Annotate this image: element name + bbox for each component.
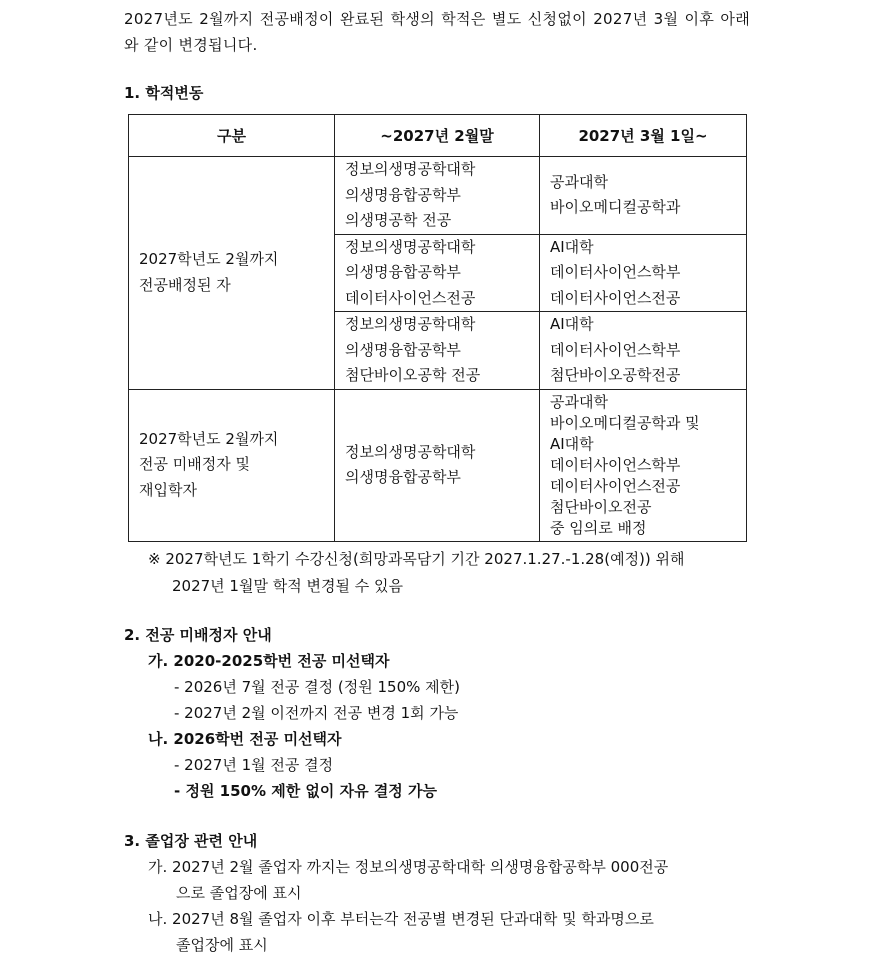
cell-text: 중 임의로 배정 (550, 518, 647, 537)
before-cell (335, 389, 540, 541)
group2-label-cell (129, 389, 335, 541)
cell-text: 첨단바이오전공 (550, 497, 652, 516)
cell-text: 정보의생명공학대학 (345, 160, 476, 178)
cell-text: 의생명융합공학부 (345, 185, 461, 204)
cell-text: 첨단바이오공학전공 (550, 366, 681, 384)
note-line: 2027년 1월말 학적 변경될 수 있음 (172, 577, 403, 595)
list-item: - 2027년 2월 이전까지 전공 변경 1회 가능 (174, 704, 459, 722)
list-item: 나. 2027년 8월 졸업자 이후 부터는각 전공별 변경된 단과대학 및 학과명으로 (148, 910, 654, 928)
cell-text: 데이터사이언스전공 (550, 288, 681, 307)
before-cell (335, 312, 540, 390)
cell-text: 정보의생명공학대학 (345, 237, 476, 256)
cell-text: 데이터사이언스학부 (550, 455, 681, 474)
section2-title: 2. 전공 미배정자 안내 (124, 626, 272, 644)
cell-text: AI대학 (550, 434, 594, 453)
cell-text: 첨단바이오공학 전공 (345, 366, 481, 384)
cell-text: 바이오메디컬공학과 및 (550, 413, 700, 432)
table-header: 2027년 3월 1일~ (540, 115, 747, 157)
cell-text: 의생명공학 전공 (345, 211, 452, 229)
note-line: ※ 2027학년도 1학기 수강신청(희망과목담기 기간 2027.1.27.-1.28(예정)) 위해 (148, 550, 685, 568)
cell-text: 의생명융합공학부 (345, 263, 461, 281)
section3-title: 3. 졸업장 관련 안내 (124, 832, 258, 850)
cell-text: AI대학 (550, 237, 594, 256)
cell-text: 데이터사이언스전공 (550, 476, 681, 495)
after-cell (540, 157, 747, 235)
cell-text: 전공배정된 자 (139, 275, 231, 294)
list-item-continued: 졸업장에 표시 (176, 936, 268, 954)
cell-text: 데이터사이언스학부 (550, 340, 681, 359)
cell-text: 정보의생명공학대학 (345, 442, 476, 461)
after-cell (540, 389, 747, 541)
subsection-title: 가. 2020-2025학번 전공 미선택자 (148, 652, 390, 670)
before-cell (335, 157, 540, 235)
cell-text: 2027학년도 2월까지 (139, 429, 279, 448)
list-item: - 2027년 1월 전공 결정 (174, 756, 334, 774)
cell-text: AI대학 (550, 315, 594, 333)
cell-text: 데이터사이언스학부 (550, 263, 681, 281)
after-cell (540, 234, 747, 312)
cell-text: 2027학년도 2월까지 (139, 250, 279, 269)
table-header: 구분 (129, 115, 335, 157)
cell-text: 의생명융합공학부 (345, 340, 461, 359)
cell-text: 공과대학 (550, 172, 608, 191)
cell-text: 데이터사이언스전공 (345, 288, 476, 307)
table-note (148, 546, 748, 600)
group1-label-cell (129, 157, 335, 390)
table-header-row (129, 115, 747, 157)
table-row (129, 389, 747, 541)
before-cell (335, 234, 540, 312)
list-item: - 정원 150% 제한 없이 자유 결정 가능 (174, 782, 438, 800)
cell-text: 바이오메디컬공학과 (550, 198, 681, 217)
list-item: - 2026년 7월 전공 결정 (정원 150% 제한) (174, 678, 460, 696)
cell-text: 공과대학 (550, 392, 608, 411)
table-row (129, 157, 747, 235)
cell-text: 정보의생명공학대학 (345, 315, 476, 333)
cell-text: 재입학자 (139, 480, 197, 499)
intro-paragraph: 2027년도 2월까지 전공배정이 완료된 학생의 학적은 별도 신청없이 2027년 3월 이후 아래와 같이 변경됩니다. (124, 10, 750, 54)
subsection-title: 나. 2026학번 전공 미선택자 (148, 730, 342, 748)
section1-title: 1. 학적변동 (124, 84, 204, 102)
list-item: 가. 2027년 2월 졸업자 까지는 정보의생명공학대학 의생명융합공학부 000전공 (148, 858, 669, 876)
after-cell (540, 312, 747, 390)
cell-text: 전공 미배정자 및 (139, 455, 250, 474)
table-header: ~2027년 2월말 (335, 115, 540, 157)
cell-text: 의생명융합공학부 (345, 468, 461, 486)
major-change-table (128, 114, 747, 542)
list-item-continued: 으로 졸업장에 표시 (176, 884, 302, 902)
